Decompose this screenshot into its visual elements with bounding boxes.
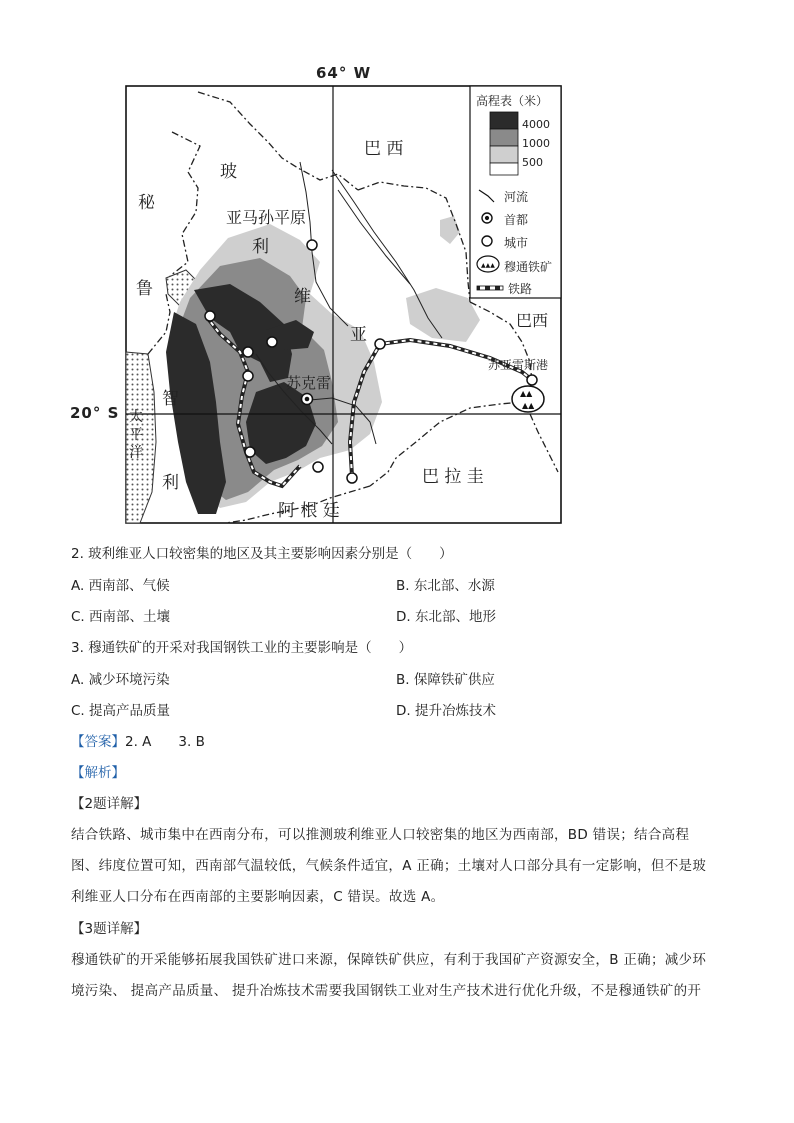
label-argentina: 阿 根 廷 bbox=[278, 501, 340, 521]
label-suarez-port: 苏亚雷斯港 bbox=[488, 358, 549, 372]
label-bolivia-3: 维 bbox=[294, 287, 311, 307]
label-peru-2: 鲁 bbox=[136, 279, 153, 299]
label-bolivia-1: 玻 bbox=[220, 162, 237, 182]
q2-detail-line: 结合铁路、城市集中在西南分布，可以推测玻利维亚人口较密集的地区为西南部，BD 错误；结合高程 bbox=[71, 827, 690, 843]
q3-detail-text bbox=[71, 945, 723, 1007]
q3-detail-line: 穆通铁矿的开采能够拓展我国铁矿进口来源，保障铁矿供应，有利于我国矿产资源安全，B 正确；减少环 bbox=[71, 952, 707, 968]
legend-unit: （米） bbox=[512, 94, 549, 108]
answer-line bbox=[71, 732, 205, 752]
label-bolivia-4: 亚 bbox=[350, 325, 367, 345]
label-pacific-3: 洋 bbox=[129, 445, 143, 461]
label-amazon-plain: 亚马孙平原 bbox=[226, 208, 307, 227]
legend-mine-label: 穆通铁矿 bbox=[504, 260, 553, 274]
analysis-label: 【解析】 bbox=[71, 765, 125, 781]
q2-detail-line: 图、纬度位置可知，西南部气温较低，气候条件适宜，A 正确；土壤对人口部分具有一定影响，但不是玻 bbox=[71, 858, 707, 874]
legend-river-label: 河流 bbox=[504, 190, 529, 204]
label-chile-2: 利 bbox=[162, 473, 179, 493]
q3-option-d: D. 提升冶炼技术 bbox=[396, 703, 496, 719]
q2-option-c: C. 西南部、土壤 bbox=[71, 609, 171, 625]
svg-text:▲▲: ▲▲ bbox=[520, 389, 533, 398]
svg-text:▲▲▲: ▲▲▲ bbox=[481, 262, 495, 269]
label-pacific-2: 平 bbox=[129, 427, 143, 443]
longitude-label: 64° W bbox=[316, 64, 372, 82]
q3-option-a: A. 减少环境污染 bbox=[71, 672, 170, 688]
label-pacific-1: 太 bbox=[129, 409, 143, 425]
q3-stem: 3. 穆通铁矿的开采对我国钢铁工业的主要影响是（ ） bbox=[71, 640, 413, 656]
legend-railway-label: 铁路 bbox=[508, 282, 533, 296]
map-labels bbox=[70, 62, 570, 532]
legend-level-1000: 1000 bbox=[522, 137, 550, 150]
label-peru-1: 秘 bbox=[138, 193, 155, 213]
q3-detail-heading: 【3题详解】 bbox=[71, 921, 148, 937]
label-paraguay: 巴 拉 圭 bbox=[422, 467, 484, 487]
q2-detail-heading: 【2题详解】 bbox=[71, 796, 148, 812]
legend-level-500: 500 bbox=[522, 156, 543, 169]
q3-option-b: B. 保障铁矿供应 bbox=[396, 672, 495, 688]
legend-title-text: 高程表 bbox=[476, 94, 513, 108]
q2-option-b: B. 东北部、水源 bbox=[396, 578, 495, 594]
latitude-label: 20° S bbox=[70, 404, 120, 422]
label-sucre: 苏克雷 bbox=[286, 374, 332, 392]
q2-option-a: A. 西南部、气候 bbox=[71, 578, 170, 594]
label-brazil-top: 巴 西 bbox=[364, 139, 404, 159]
legend-capital-label: 首都 bbox=[504, 213, 529, 227]
label-chile-1: 智 bbox=[162, 389, 179, 409]
q2-detail-line: 利维亚人口分布在西南部的主要影响因素，C 错误。故选 A。 bbox=[71, 889, 445, 905]
legend-title bbox=[476, 92, 548, 109]
bolivia-map bbox=[70, 62, 570, 532]
q3-detail-line: 境污染、 提高产品质量、 提升冶炼技术需要我国钢铁工业对生产技术进行优化升级，不是穆通铁矿的开 bbox=[71, 983, 702, 999]
q2-detail-text bbox=[71, 820, 723, 913]
label-brazil-right: 巴西 bbox=[516, 311, 549, 330]
q2-option-d: D. 东北部、地形 bbox=[396, 609, 496, 625]
q3-option-c: C. 提高产品质量 bbox=[71, 703, 171, 719]
svg-text:▲▲: ▲▲ bbox=[522, 401, 535, 410]
legend-city-label: 城市 bbox=[504, 236, 529, 250]
q2-stem: 2. 玻利维亚人口较密集的地区及其主要影响因素分别是（ ） bbox=[71, 546, 453, 562]
answer-label: 【答案】 bbox=[71, 734, 125, 750]
legend-level-4000: 4000 bbox=[522, 118, 550, 131]
label-bolivia-2: 利 bbox=[252, 237, 269, 257]
answer-text: 2. A 3. B bbox=[125, 734, 205, 750]
